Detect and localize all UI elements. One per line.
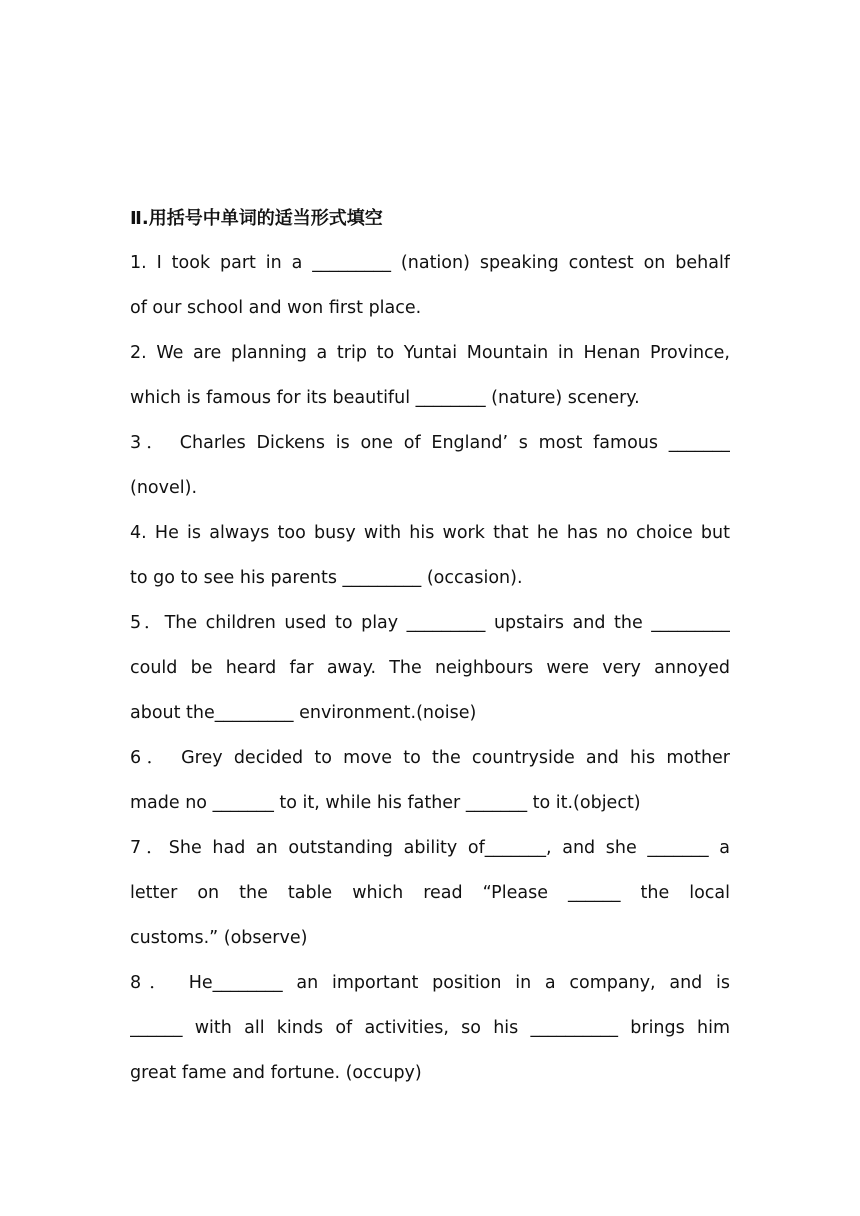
text-line: (novel). xyxy=(130,478,198,498)
document-page xyxy=(130,196,730,1096)
text-line: 6． Grey decided to move to the countryside and his mother xyxy=(130,748,730,768)
text-line: could be heard far away. The neighbours were very annoyed xyxy=(130,658,730,678)
text-line: 1. I took part in a _________ (nation) speaking contest on behalf xyxy=(130,253,730,273)
text-line: customs.” (observe) xyxy=(130,928,308,948)
section-title: Ⅱ.用括号中单词的适当形式填空 xyxy=(130,208,383,229)
text-line: 8． He________ an important position in a company, and is xyxy=(130,973,730,993)
text-line: of our school and won first place. xyxy=(130,298,422,318)
text-line: to go to see his parents _________ (occasion). xyxy=(130,568,523,588)
text-line: which is famous for its beautiful ________ (nature) scenery. xyxy=(130,388,640,408)
text-line: letter on the table which read “Please ______ the local xyxy=(130,883,730,903)
text-line: 2. We are planning a trip to Yuntai Mountain in Henan Province, xyxy=(130,343,730,363)
text-line: about the_________ environment.(noise) xyxy=(130,703,477,723)
exercise-text xyxy=(130,241,730,1096)
text-line: 4. He is always too busy with his work that he has no choice but xyxy=(130,523,730,543)
text-line: 3． Charles Dickens is one of England’ s most famous _______ xyxy=(130,433,730,453)
text-line: great fame and fortune. (occupy) xyxy=(130,1063,422,1083)
text-line: made no _______ to it, while his father _______ to it.(object) xyxy=(130,793,641,813)
text-line: 7．She had an outstanding ability of_______, and she _______ a xyxy=(130,838,730,858)
text-line: ______ with all kinds of activities, so his __________ brings him xyxy=(130,1018,730,1038)
text-line: 5．The children used to play _________ upstairs and the _________ xyxy=(130,613,730,633)
